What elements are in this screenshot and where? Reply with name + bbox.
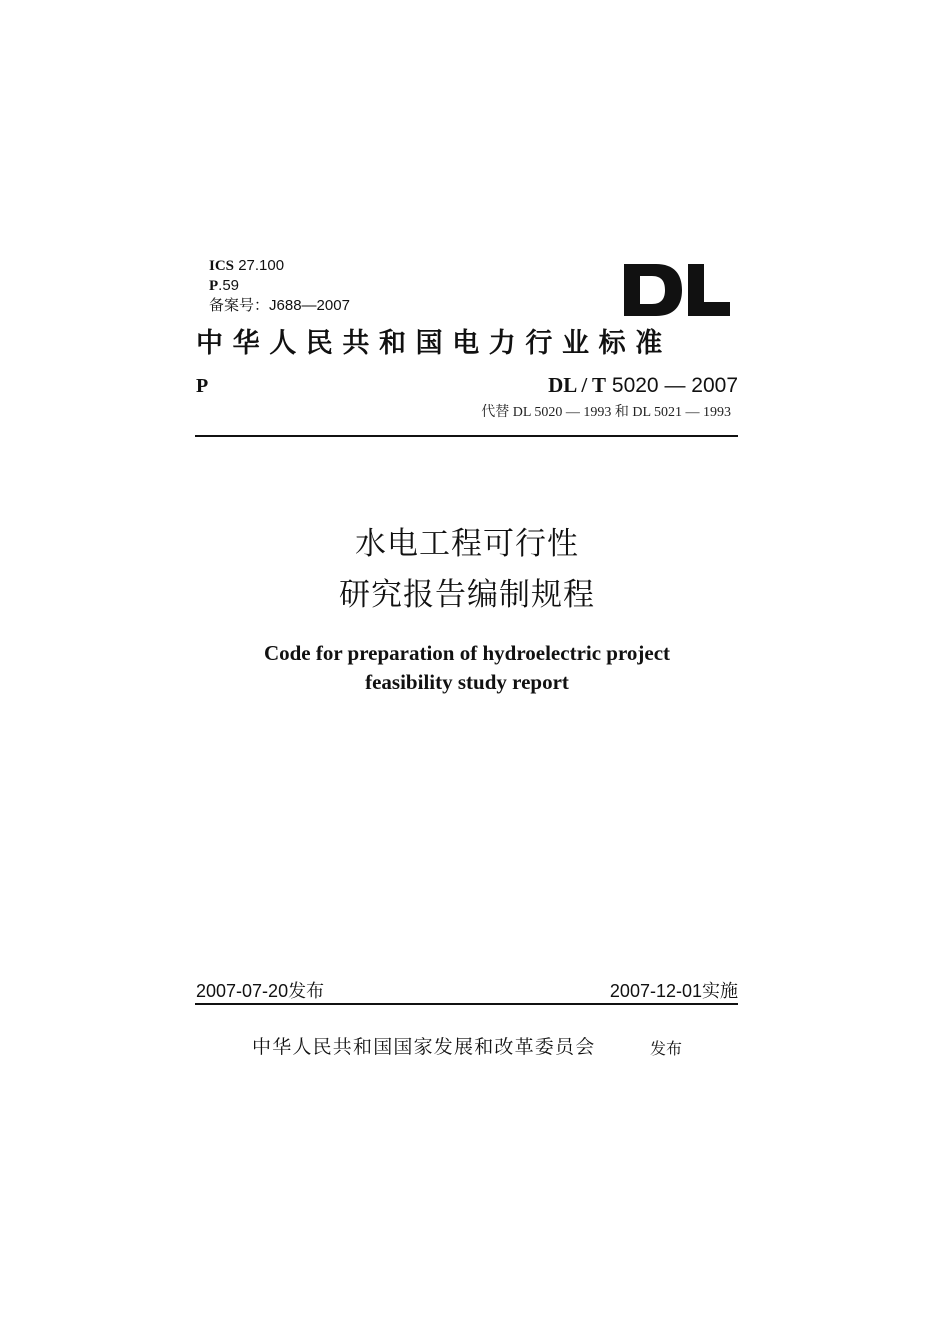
class-value: .59 — [218, 277, 240, 294]
record-value: J688—2007 — [269, 297, 350, 314]
dl-logo — [622, 262, 732, 318]
ics-label: ICS — [209, 258, 235, 274]
english-title-line-2: feasibility study report — [365, 670, 569, 694]
english-title-line-1: Code for preparation of hydroelectric project — [263, 641, 671, 665]
ics-value: 27.100 — [238, 257, 285, 274]
standard-number — [548, 371, 738, 400]
standard-number-value: 5020 — 2007 — [611, 374, 738, 397]
standard-title: 中华人民共和国电力行业标准 — [196, 328, 672, 359]
replaces-note: 代替 DL 5020 — 1993 和 DL 5021 — 1993 — [481, 405, 731, 420]
effective-date: 2007-12-01实施 — [609, 981, 738, 1001]
ics-code — [209, 256, 350, 276]
chinese-title-line-2: 研究报告编制规程 — [339, 577, 595, 613]
class-code — [209, 276, 350, 296]
record-number — [209, 296, 350, 315]
bottom-divider — [195, 1003, 738, 1005]
class-label: P — [209, 278, 219, 294]
publisher-action: 发布 — [650, 1039, 683, 1058]
issue-date: 2007-07-20发布 — [196, 981, 325, 1001]
category-letter: P — [196, 375, 209, 397]
chinese-title-line-1: 水电工程可行性 — [355, 526, 579, 562]
publisher-name: 中华人民共和国国家发展和改革委员会 — [252, 1036, 596, 1058]
record-label: 备案号： — [209, 297, 270, 314]
standard-number-prefix: DL / T — [548, 373, 607, 397]
top-divider — [195, 435, 738, 437]
classification-block — [209, 256, 350, 315]
